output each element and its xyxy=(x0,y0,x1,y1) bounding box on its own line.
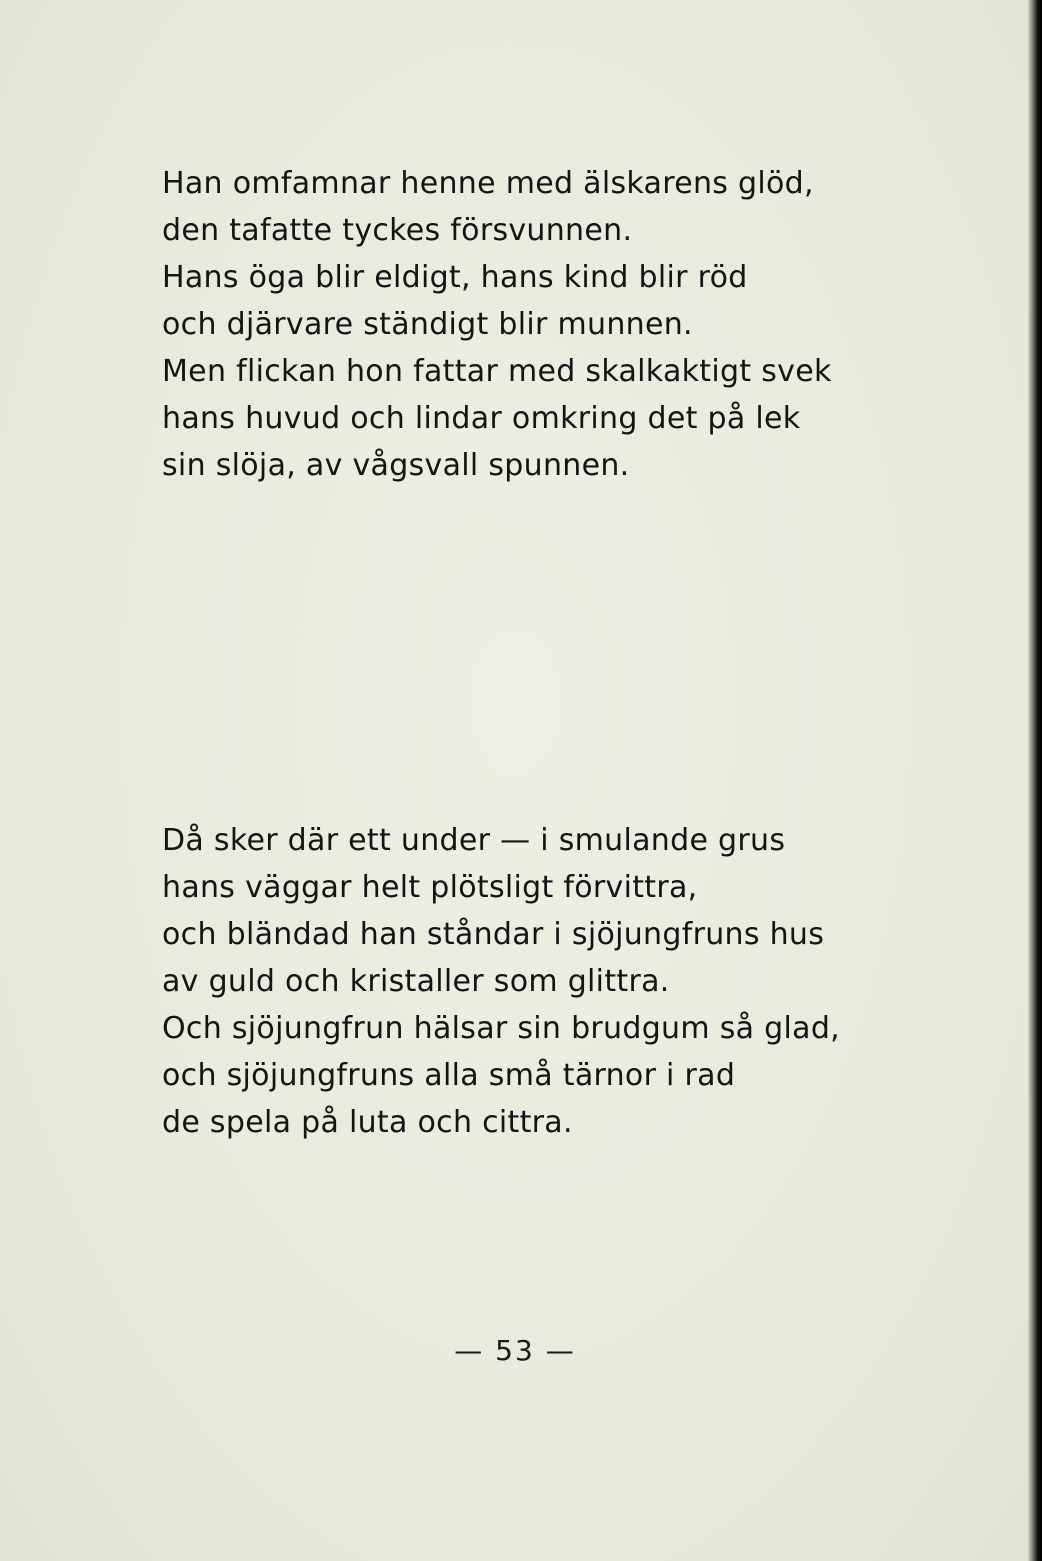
stanza-2 xyxy=(162,817,840,1146)
poem-line: och djärvare ständigt blir munnen. xyxy=(162,307,693,342)
poem-line: de spela på luta och cittra. xyxy=(162,1105,573,1140)
poem-line: Hans öga blir eldigt, hans kind blir röd xyxy=(162,260,748,295)
poem-line: Men flickan hon fattar med skalkaktigt svek xyxy=(162,354,832,389)
poem-line: hans huvud och lindar omkring det på lek xyxy=(162,401,801,436)
stanza-1 xyxy=(162,160,832,489)
page-number: — 53 — xyxy=(454,1334,576,1367)
poem-line: Då sker där ett under — i smulande grus xyxy=(162,823,786,858)
page-edge xyxy=(1028,0,1042,1561)
poem-line: och bländad han ståndar i sjöjungfruns hus xyxy=(162,917,825,952)
poem-line: Han omfamnar henne med älskarens glöd, xyxy=(162,166,814,201)
poem-line: den tafatte tyckes försvunnen. xyxy=(162,213,633,248)
poem-line: sin slöja, av vågsvall spunnen. xyxy=(162,448,630,483)
poem-line: hans väggar helt plötsligt förvittra, xyxy=(162,870,698,905)
poem-line: Och sjöjungfrun hälsar sin brudgum så glad, xyxy=(162,1011,841,1046)
poem-line: och sjöjungfruns alla små tärnor i rad xyxy=(162,1058,736,1093)
poem-line: av guld och kristaller som glittra. xyxy=(162,964,670,999)
